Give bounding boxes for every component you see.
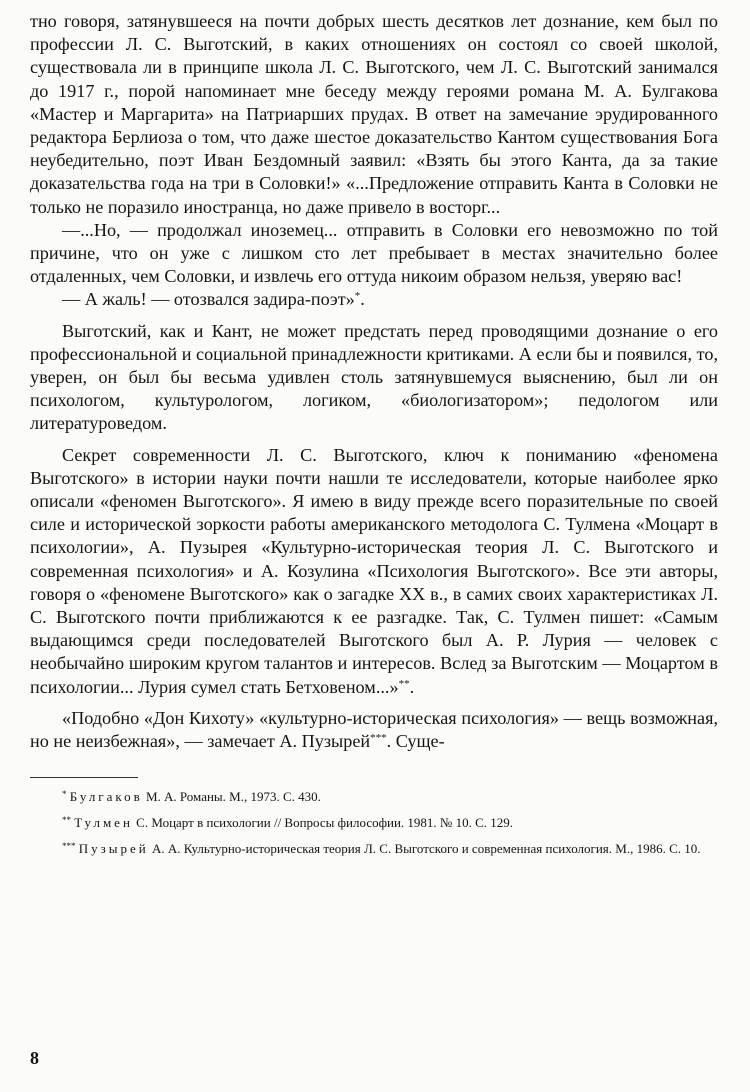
footnote-1 [30, 788, 718, 806]
secret-modernity-text: Секрет современности Л. С. Выготского, ключ к пониманию «феномена Выготского» в истории науки почти нашли те исследователи, которые наиболее ярко описали «феномен Выготского». Я имею в виду прежде всего поразительные по своей силе и исторической зоркости работы американского методолога С. Тулмена «Моцарт в психологии», А. Пузырея «Культурно-историческая теория Л. С. Выготского и современная психология» и А. Козулина «Психология Выготского». Все эти авторы, говоря о «феномене Выготского» как о загадке XX в., в самих своих характеристиках Л. С. Выготского почти приближаются к ее разгадке. Так, С. Тулмен пишет: «Самым выдающимся среди последователей Выготского был А. Р. Лурия — человек с необычайно широким кругом талантов и интересов. Вслед за Выготским — Моцартом в психологии... Лурия сумел стать Бетховеном...» [30, 444, 718, 697]
don-quixote-text: «Подобно «Дон Кихоту» «культурно-историческая психология» — вещь возможная, но не неизбежная», — замечает А. Пузырей [30, 707, 718, 752]
paragraph-vygotsky-kant: Выготский, как и Кант, не может предстать перед проводящими дознание о его профессиональной и социальной принадлежности критиками. А если бы и появился, то, уверен, он был бы весьма удивлен столь затянувшемуся выяснению, был ли он психологом, культурологом, логиком, «биологизатором»; педологом или литературоведом. [30, 320, 718, 434]
footnote-ref-1[interactable]: * [354, 290, 361, 303]
footnote-3-author: Пузырей [78, 841, 149, 857]
footnote-3 [30, 840, 718, 858]
footnote-3-text: А. А. Культурно-историческая теория Л. С. Выготского и современная психология. М., 1986. С. 10. [148, 841, 701, 857]
continued-word: Суще- [395, 731, 445, 752]
paragraph-kant-intro: тно говоря, затянувшееся на почти добрых шесть десятков лет дознание, кем был по профессии Л. С. Выготский, в каких отношениях он состоял со своей школой, существовала ли в принципе школа Л. С. Выготского, чем Л. С. Выготский занимался до 1917 г., порой напоминает мне беседу между героями романа М. А. Булгакова «Мастер и Маргарита» на Патриарших прудах. В ответ на замечание эрудированного редактора Берлиоза о том, что даже шестое доказательство Кантом существования Бога неубедительно, поэт Иван Бездомный заявил: «Взять бы этого Канта, да за такие доказательства года на три в Соловки!» «...Предложение отправить Канта в Соловки не только не поразило иностранца, но даже привело в восторг... [30, 11, 718, 217]
footnote-2-author: Тулмен [74, 815, 133, 831]
page-body [30, 10, 718, 858]
footnote-1-author: Булгаков [69, 789, 143, 805]
paragraph-poet-reply: — А жаль! — отозвался задира-поэт»*. [62, 289, 365, 310]
footnote-mark-1: * [62, 789, 67, 800]
footnote-2 [30, 814, 718, 832]
footnote-ref-3[interactable]: *** [370, 732, 387, 745]
footnote-mark-3: *** [62, 841, 76, 852]
poet-reply-text: — А жаль! — отозвался задира-поэт» [62, 289, 355, 310]
footnote-divider [30, 777, 138, 778]
paragraph-don-quixote: «Подобно «Дон Кихоту» «культурно-историческая психология» — вещь возможная, но не неизбежная», — замечает А. Пузырей***. Суще- [30, 707, 718, 752]
paragraph-woland-reply: —...Но, — продолжал иноземец... отправить в Соловки его невозможно по той причине, что он уже с лишком сто лет пребывает в местах значительно более отдаленных, чем Соловки, и извлечь его оттуда никоим образом нельзя, уверяю вас! [30, 219, 718, 287]
footnote-2-text: С. Моцарт в психологии // Вопросы философии. 1981. № 10. С. 129. [132, 815, 514, 831]
paragraph-secret-modernity: Секрет современности Л. С. Выготского, ключ к пониманию «феномена Выготского» в истории науки почти нашли те исследователи, которые наиболее ярко описали «феномен Выготского». Я имею в виду прежде всего поразительные по своей силе и исторической зоркости работы американского методолога С. Тулмена «Моцарт в психологии», А. Пузырея «Культурно-историческая теория Л. С. Выготского и современная психология» и А. Козулина «Психология Выготского». Все эти авторы, говоря о «феномене Выготского» как о загадке XX в., в самих своих характеристиках Л. С. Выготского почти приближаются к ее разгадке. Так, С. Тулмен пишет: «Самым выдающимся среди последователей Выготского был А. Р. Лурия — человек с необычайно широким кругом талантов и интересов. Вслед за Выготским — Моцартом в психологии... Лурия сумел стать Бетховеном...»**. [30, 444, 718, 697]
footnote-ref-2[interactable]: ** [398, 677, 410, 690]
footnote-1-text: М. А. Романы. М., 1973. С. 430. [142, 789, 321, 805]
footnote-mark-2: ** [62, 815, 71, 826]
page-number: 8 [30, 1048, 39, 1068]
